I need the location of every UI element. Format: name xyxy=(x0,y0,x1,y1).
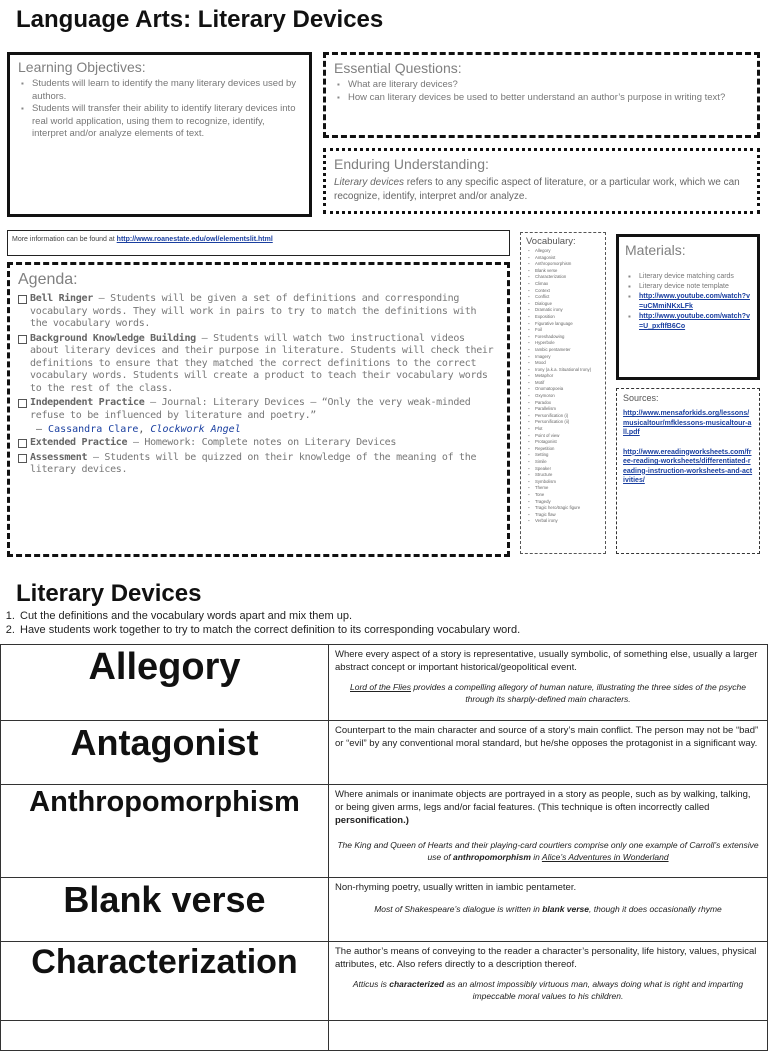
table-row xyxy=(1,721,768,785)
more-info-bar xyxy=(7,230,510,256)
agenda-item-assessment xyxy=(18,452,499,477)
section-title: Literary Devices xyxy=(16,580,202,607)
definition-cell xyxy=(329,645,768,721)
quote-source xyxy=(18,424,499,435)
definition-text: Non-rhyming poetry, usually written in iambic pentameter. xyxy=(335,882,577,893)
literary-devices-term: Literary devices xyxy=(334,177,405,188)
table-row xyxy=(1,1021,768,1051)
more-info-link[interactable]: http://www.roanestate.edu/owl/elementslit.html xyxy=(116,236,273,243)
vocabulary-item: ▪ Symbolism xyxy=(535,479,600,486)
definition-cell xyxy=(329,878,768,942)
vocabulary-item: ▪ Protagonist xyxy=(535,439,600,446)
instruction-list xyxy=(0,609,520,637)
agenda-item-text: – Students will be given a set of definitions and corresponding vocabulary words. They will work in pairs to try to match the definitions with the vocabulary words. xyxy=(30,293,477,329)
definition-bold: personification.) xyxy=(335,815,409,826)
source-link[interactable]: http://www.mensaforkids.org/lessons/musicaltour/mfklessons-musicaltour-all.pdf xyxy=(623,410,752,436)
more-info-text: More information can be found at xyxy=(12,236,117,243)
definition-cell xyxy=(329,1021,768,1051)
vocabulary-item: ▪ Tone xyxy=(535,492,600,499)
quote-dash: — xyxy=(36,424,49,435)
vocabulary-item: ▪ Dialogue xyxy=(535,301,600,308)
instruction-step: 1. Cut the definitions and the vocabulary words apart and mix them up. xyxy=(18,609,520,623)
essential-questions-heading: Essential Questions: xyxy=(334,60,462,76)
objective-item: ▪ Students will learn to identify the many literary devices used by authors. xyxy=(32,78,301,103)
vocabulary-item: ▪ Speaker xyxy=(535,466,600,473)
vocabulary-item: ▪ Foil xyxy=(535,327,600,334)
definition-cell xyxy=(329,942,768,1021)
vocabulary-item: ▪ Metaphor xyxy=(535,373,600,380)
video-link[interactable]: http://www.youtube.com/watch?v=U_pxfIfB6Co xyxy=(639,313,750,330)
agenda-item-extended xyxy=(18,437,499,450)
instruction-step: 2. Have students work together to try to match the correct definition to its corresponding vocabulary word. xyxy=(18,623,520,637)
example-title: Alice’s Adventures in Wonderland xyxy=(541,852,669,862)
vocabulary-item: ▪ Figurative language xyxy=(535,321,600,328)
enduring-understanding-body: refers to any specific aspect of literature, or a particular work, which we can recognize, identify, interpret and/or analyze. xyxy=(334,177,740,202)
vocabulary-item: ▪ Onomatopoeia xyxy=(535,386,600,393)
example-pre: Most of Shakespeare’s dialogue is written in xyxy=(374,904,543,914)
vocabulary-item: ▪ Setting xyxy=(535,452,600,459)
vocabulary-item: ▪ Conflict xyxy=(535,294,600,301)
vocabulary-item: ▪ Antagonist xyxy=(535,255,600,262)
table-row xyxy=(1,645,768,721)
agenda-box xyxy=(7,262,510,557)
definition-body: Where animals or inanimate objects are portrayed in a story as people, such as by walking, talking, or being given arms, legs and/or facial features. (This technique is often incorrectly called xyxy=(335,789,751,813)
example-post: as an almost impossibly virtuous man, always doing what is right and imparting impeccable moral values to his children. xyxy=(444,979,744,1001)
sources-box xyxy=(616,388,760,554)
definition-text: Counterpart to the main character and source of a story’s main conflict. The person may not be “bad” or “evil” by any conventional moral standard, but he/she opposes the protagonist in a significant way. xyxy=(335,725,759,749)
question-item: ▪ How can literary devices be used to better understand an author’s purpose in writing text? xyxy=(348,92,749,105)
agenda-item-label: Extended Practice xyxy=(30,437,128,448)
vocabulary-item: ▪ Personification (i) xyxy=(535,413,600,420)
agenda-item-background xyxy=(18,333,499,396)
term-cell: Blank verse xyxy=(1,878,329,942)
table-row xyxy=(1,785,768,878)
definition-cell xyxy=(329,721,768,785)
vocabulary-item: ▪ Tragedy xyxy=(535,499,600,506)
video-link[interactable]: http://www.youtube.com/watch?v=uCMmiNKxLFk xyxy=(639,293,750,310)
example-post: , though it does occasionally rhyme xyxy=(589,904,722,914)
material-link-item xyxy=(639,292,751,312)
objective-item: ▪ Students will transfer their ability to identify literary devices into real world application, using them to recognize, identify, interpret and/or analyze elements of text. xyxy=(32,103,301,141)
vocabulary-item: ▪ Paradox xyxy=(535,400,600,407)
page-title: Language Arts: Literary Devices xyxy=(16,6,384,33)
table-row xyxy=(1,942,768,1021)
materials-heading: Materials: xyxy=(625,242,686,258)
learning-objectives-heading: Learning Objectives: xyxy=(18,59,146,75)
vocabulary-item: ▪ Repetition xyxy=(535,446,600,453)
definitions-table xyxy=(0,644,768,1051)
vocabulary-item: ▪ Characterization xyxy=(535,274,600,281)
quote-author-link[interactable]: Cassandra Clare xyxy=(48,424,139,435)
vocabulary-item: ▪ Plot xyxy=(535,426,600,433)
example-post: provides a compelling allegory of human nature, illustrating the three sides of the psyche through its sharply-defined main characters. xyxy=(410,682,746,704)
vocabulary-item: ▪ Oxymoron xyxy=(535,393,600,400)
agenda-item-text: – Students will be quizzed on their knowledge of the meaning of the literary devices. xyxy=(30,451,477,475)
vocabulary-item: ▪ Hyperbole xyxy=(535,340,600,347)
vocabulary-item: ▪ Climax xyxy=(535,281,600,288)
learning-objectives-box xyxy=(7,52,312,217)
material-item: ▪ Literary device note template xyxy=(639,282,751,292)
agenda-heading: Agenda: xyxy=(18,271,78,288)
material-link-item xyxy=(639,312,751,332)
agenda-item-bell-ringer xyxy=(18,293,499,331)
term-cell: Characterization xyxy=(1,942,329,1021)
vocabulary-item: ▪ Tragic hero/tragic figure xyxy=(535,505,600,512)
term-cell: Anthropomorphism xyxy=(1,785,329,878)
vocabulary-item: ▪ Structure xyxy=(535,472,600,479)
vocabulary-heading: Vocabulary: xyxy=(526,236,576,247)
example-bold: anthropomorphism xyxy=(452,852,531,862)
vocabulary-item: ▪ Personification (ii) xyxy=(535,419,600,426)
vocabulary-item: ▪ Dramatic irony xyxy=(535,307,600,314)
vocabulary-item: ▪ Allegory xyxy=(535,248,600,255)
checkbox-icon xyxy=(18,439,27,448)
example-text xyxy=(335,978,761,1002)
term-cell xyxy=(1,1021,329,1051)
term-cell: Antagonist xyxy=(1,721,329,785)
enduring-understanding-text xyxy=(334,176,749,204)
example-text xyxy=(335,681,761,705)
question-item: ▪ What are literary devices? xyxy=(348,79,749,92)
vocabulary-item: ▪ Motif xyxy=(535,380,600,387)
definition-text xyxy=(335,788,761,827)
agenda-item-label: Assessment xyxy=(30,451,88,463)
vocabulary-item: ▪ Parallelism xyxy=(535,406,600,413)
example-mid: in xyxy=(530,852,542,862)
vocabulary-item: ▪ Imagery xyxy=(535,354,600,361)
vocabulary-item: ▪ Irony (a.k.a. Situational Irony) xyxy=(535,367,600,374)
agenda-item-text: – Students will watch two instructional videos about literary devices and their purpose in literature. Students will check their definitions to ensure that they matched the correct definitions to the correct vocabulary words. Students will create a product to teach their vocabulary words to the rest of the class. xyxy=(30,332,494,394)
example-bold: characterized xyxy=(389,979,445,989)
sources-heading: Sources: xyxy=(623,393,659,403)
vocabulary-item: ▪ Anthropomorphism xyxy=(535,261,600,268)
vocabulary-item: ▪ Simile xyxy=(535,459,600,466)
definition-cell xyxy=(329,785,768,878)
vocabulary-item: ▪ Theme xyxy=(535,485,600,492)
example-bold: blank verse xyxy=(542,904,590,914)
vocabulary-item: ▪ Iambic pentameter xyxy=(535,347,600,354)
vocabulary-item: ▪ Mood xyxy=(535,360,600,367)
checkbox-icon xyxy=(18,454,27,463)
agenda-item-text: – Homework: Complete notes on Literary Devices xyxy=(127,437,397,448)
quote-separator: , xyxy=(138,424,151,435)
checkbox-icon xyxy=(18,295,27,304)
material-item: ▪ Literary device matching cards xyxy=(639,272,751,282)
agenda-item-label: Background Knowledge Building xyxy=(30,332,196,344)
example-pre: The King and Queen of Hearts and their playing-card courtiers comprise only one example of Carroll’s extensive use of xyxy=(337,840,759,862)
definition-text: Where every aspect of a story is representative, usually symbolic, of something else, usually a larger abstract concept or important historical/geopolitical event. xyxy=(335,649,758,673)
vocabulary-item: ▪ Point of view xyxy=(535,433,600,440)
term-cell: Allegory xyxy=(1,645,329,721)
example-pre: Atticus is xyxy=(352,979,390,989)
vocabulary-box xyxy=(520,232,606,554)
source-link[interactable]: http://www.ereadingworksheets.com/free-reading-worksheets/differentiated-reading-instruction-worksheets-and-activities/ xyxy=(623,448,753,484)
example-text xyxy=(335,839,761,863)
agenda-item-label: Bell Ringer xyxy=(30,293,93,304)
example-text xyxy=(335,903,761,915)
vocabulary-item: ▪ Tragic flaw xyxy=(535,512,600,519)
agenda-item-label: Independent Practice xyxy=(30,397,145,408)
quote-work-link[interactable]: Clockwork Angel xyxy=(150,424,241,435)
vocabulary-item: ▪ Foreshadowing xyxy=(535,334,600,341)
agenda-item-text: – Journal: Literary Devices – “Only the very weak-minded refuse to be influenced by literature and poetry.” xyxy=(30,397,471,421)
checkbox-icon xyxy=(18,399,27,408)
agenda-item-independent xyxy=(18,397,499,422)
enduring-understanding-heading: Enduring Understanding: xyxy=(334,156,489,172)
definition-text: The author’s means of conveying to the reader a character’s personality, life history, values, physical attributes, etc. Also refers directly to a description thereof. xyxy=(335,946,757,970)
table-row xyxy=(1,878,768,942)
enduring-understanding-box xyxy=(323,148,760,214)
vocabulary-list xyxy=(526,248,600,525)
vocabulary-item: ▪ Verbal irony xyxy=(535,518,600,525)
example-title: Lord of the Flies xyxy=(350,682,411,692)
essential-questions-box xyxy=(323,52,760,138)
checkbox-icon xyxy=(18,335,27,344)
vocabulary-item: ▪ Context xyxy=(535,288,600,295)
vocabulary-item: ▪ Exposition xyxy=(535,314,600,321)
vocabulary-item: ▪ Blank verse xyxy=(535,268,600,275)
materials-box xyxy=(616,234,760,380)
